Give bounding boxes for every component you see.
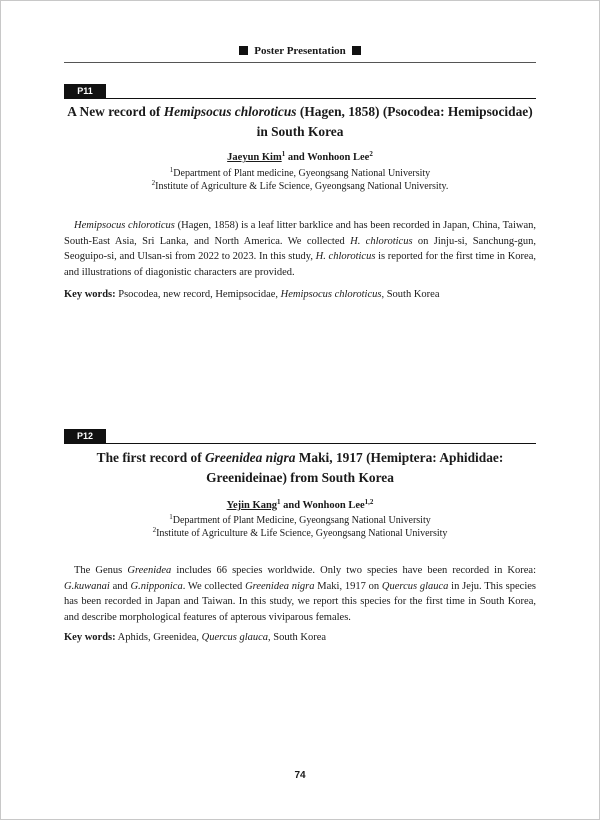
abstract: Hemipsocus chloroticus (Hagen, 1858) is a leaf litter barklice and has been recorded in Japan, China, Taiwan, South-East Asia, Sri Lanka, and North America. We collected H. chloroticus on Jinju-si, Sanchung-gun, Seoguipo-si, and Ulsan-si from 2022 to 2023. In this study, H. chloroticus is reported for the first time in Korea, and illustrations of diagonistic characters are provided. — [64, 220, 537, 278]
keywords: Key words: Aphids, Greenidea, Quercus glauca, South Korea — [64, 632, 327, 643]
abstract: The Genus Greenidea includes 66 species worldwide. Only two species have been recorded in Korea: G.kuwanai and G.nipponica. We collected Greenidea nigra Maki, 1917 on Quercus glauca in Jeju. This species has been recorded in Japan and Taiwan. In this study, we report this species for the first time in South Korea, and describe morphological features of apterous viviparous females. — [64, 565, 537, 623]
section-rule — [64, 443, 536, 444]
poster-id-badge: P11 — [64, 84, 106, 98]
page-number: 74 — [294, 770, 306, 781]
header-text: Poster Presentation — [254, 45, 346, 57]
authors: Yejin Kang$^1$ and Wonhoon Lee$^{1,2}$ — [226, 498, 374, 511]
affiliation: $^1$Department of Plant medicine, Gyeongsang National University — [169, 166, 431, 179]
authors: Jaeyun Kim$^1$ and Wonhoon Lee$^2$ — [227, 150, 373, 163]
poster-id-badge: P12 — [64, 429, 106, 443]
affiliation: $^1$Department of Plant Medicine, Gyeongsang National University — [169, 513, 431, 526]
section-rule — [64, 98, 536, 99]
keywords: Key words: Psocodea, new record, Hemipsocidae, Hemipsocus chloroticus, South Korea — [64, 289, 440, 300]
affiliation: $^2$Institute of Agriculture & Life Science, Gyeongsang National University. — [151, 179, 449, 192]
page-header — [64, 45, 536, 57]
square-bullet-icon — [352, 46, 361, 55]
poster-title: A New record of Hemipsocus chloroticus (Hagen, 1858) (Psocodea: Hemipsocidae) in South Korea — [67, 104, 533, 139]
square-bullet-icon — [239, 46, 248, 55]
header-rule — [64, 62, 536, 63]
poster-title: The first record of Greenidea nigra Maki, 1917 (Hemiptera: Aphididae: Greenideinae) from South Korea — [96, 450, 504, 485]
affiliation: $^2$Institute of Agriculture & Life Science, Gyeongsang National University — [152, 526, 448, 539]
